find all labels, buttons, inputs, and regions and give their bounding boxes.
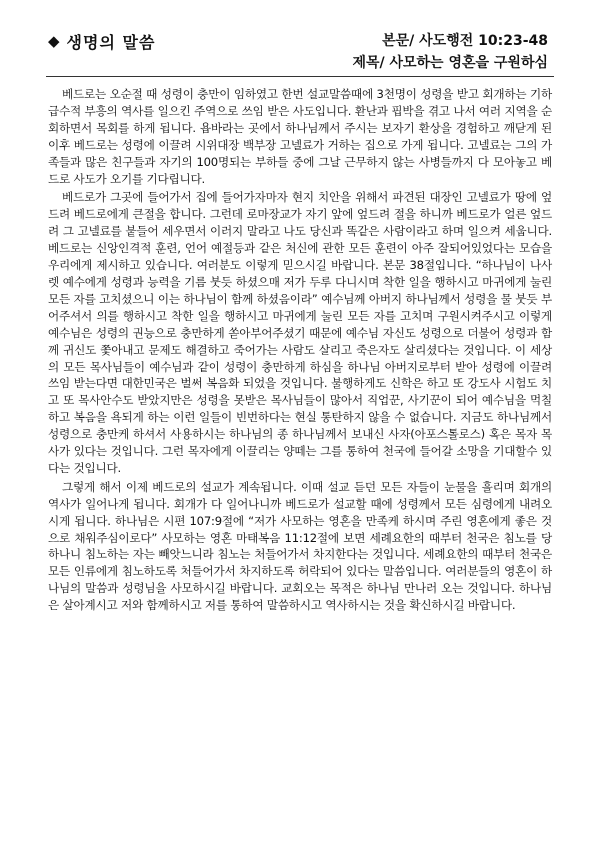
page-title-text: 생명의 말씀	[66, 33, 156, 52]
page-title	[48, 30, 155, 53]
header-divider	[46, 76, 554, 77]
paragraph-3: 그렇게 해서 이제 베드로의 설교가 계속됩니다. 이때 설교 듣던 모든 자들이 눈물을 흘리며 회개의 역사가 일어나게 됩니다. 회개가 다 일어나니까 베드로가 설교할 때에 성령께서 모든 심령에게 내려오시게 됩니다. 하나님은 시편 107:9절에 “저가 사모하는 영혼을 만족케 하시며 주린 영혼에게 좋은 것으로 채워주심이로다” 사모하는 영혼 마태복음 11:12절에 보면 세례요한의 때부터 천국은 침노를 당하나니 침노하는 자는 빼앗느니라 침노는 처들어가서 차지한다는 것입니다. 세례요한의 때부터 천국은 모든 인류에게 침노하도록 처들어가서 차지하도록 허락되어 있다는 말씀입니다. 여러분들의 영혼이 하나님의 말씀과 성령님을 사모하시길 바랍니다. 교회오는 목적은 하나님 만나러 오는 것입니다. 하나님은 살아계시고 저와 함께하시고 저를 통하여 말씀하시고 역사하시는 것을 확신하시길 바랍니다.	[48, 479, 552, 613]
diamond-bullet-icon: ◆	[48, 32, 61, 50]
sermon-title: 제목/ 사모하는 영혼을 구원하심	[352, 55, 548, 71]
scripture-reference: 본문/ 사도행전 10:23-48	[382, 33, 548, 49]
sermon-info	[352, 30, 548, 74]
paragraph-2: 베드로가 그곳에 들어가서 집에 들어가자마자 현지 치안을 위해서 파견된 대장인 고넬료가 땅에 엎드려 베드로에게 큰절을 합니다. 그런데 로마장교가 자기 앞에 엎드려 절을 하니까 베드로가 얼른 엎드려 그 고넬료를 붙들어 세우면서 이러지 말라고 나도 당신과 똑같은 사람이라고 하며 일으켜 세웁니다. 베드로는 신앙인격적 훈련, 언어 예절등과 같은 처신에 관한 모든 훈련이 아주 잘되어있었다는 모습을 우리에게 제시하고 있습니다. 여러분도 이렇게 믿으시길 바랍니다. 본문 38절입니다. “하나님이 나사렛 예수에게 성령과 능력을 기름 붓듯 하셨으매 저가 두루 다니시며 착한 일을 행하시고 마귀에게 눌린 모든 자를 고치셨으니 이는 하나님이 함께 하셨음이라” 예수님께 아버지 하나님께서 성령을 물 붓듯 부어주셔서 의를 행하시고 착한 일을 행하시고 마귀에게 눌린 모든 자를 고치며 구원시켜주시고 이렇게 예수님은 성령의 권능으로 충만하게 쏟아부어주셨기 때문에 예수님 자신도 성령으로 더불어 성령과 함께 귀신도 쫓아내고 문제도 해결하고 죽어가는 사람도 살리고 죽은자도 살리셨다는 것입니다. 이 세상의 모든 목사님들이 예수님과 같이 성령이 충만하게 하심을 하나님 아버지로부터 받아 성령에 이끌려 쓰임 받는다면 대한민국은 벌써 복음화 되었을 것입니다. 불행하게도 신학은 하고 또 강도사 시험도 치고 또 목사안수도 받았지만은 성령을 못받은 목사님들이 많아서 직업꾼, 사기꾼이 되어 예수님을 먹칠하고 복음을 욕되게 하는 이런 일들이 빈번하다는 현실 통탄하지 않을 수 없습니다. 지금도 하나님께서 성령으로 충만케 하셔서 사용하시는 하나님의 종 하나님께서 보내신 사자(아포스톨로스) 혹은 목자 목사가 있다는 것입니다. 그런 목자에게 이끌리는 양떼는 그를 통하여 천국에 들어갈 소망을 기대할수 있다는 것입니다.	[48, 190, 552, 475]
sermon-body	[48, 86, 552, 616]
paragraph-1: 베드로는 오순절 때 성령이 충만이 임하였고 한번 설교말씀때에 3천명이 성령을 받고 회개하는 기하급수적 부흥의 역사를 일으킨 주역으로 쓰임 받은 사도입니다. 환난과 핍박을 겪고 나서 여러 지역을 순회하면서 목회를 하게 됩니다. 욥바라는 곳에서 하나님께서 주시는 보자기 환상을 경험하고 깨닫게 된 이후 베드로는 성령에 이끌려 시위대장 백부장 고넬료가 거하는 집으로 가게 됩니다. 고넬료는 그의 가족들과 많은 친구들과 자기의 100명되는 부하들 중에 그날 근무하지 않는 사병들까지 다 모아놓고 베드로 사도가 오기를 기다립니다.	[48, 87, 552, 186]
